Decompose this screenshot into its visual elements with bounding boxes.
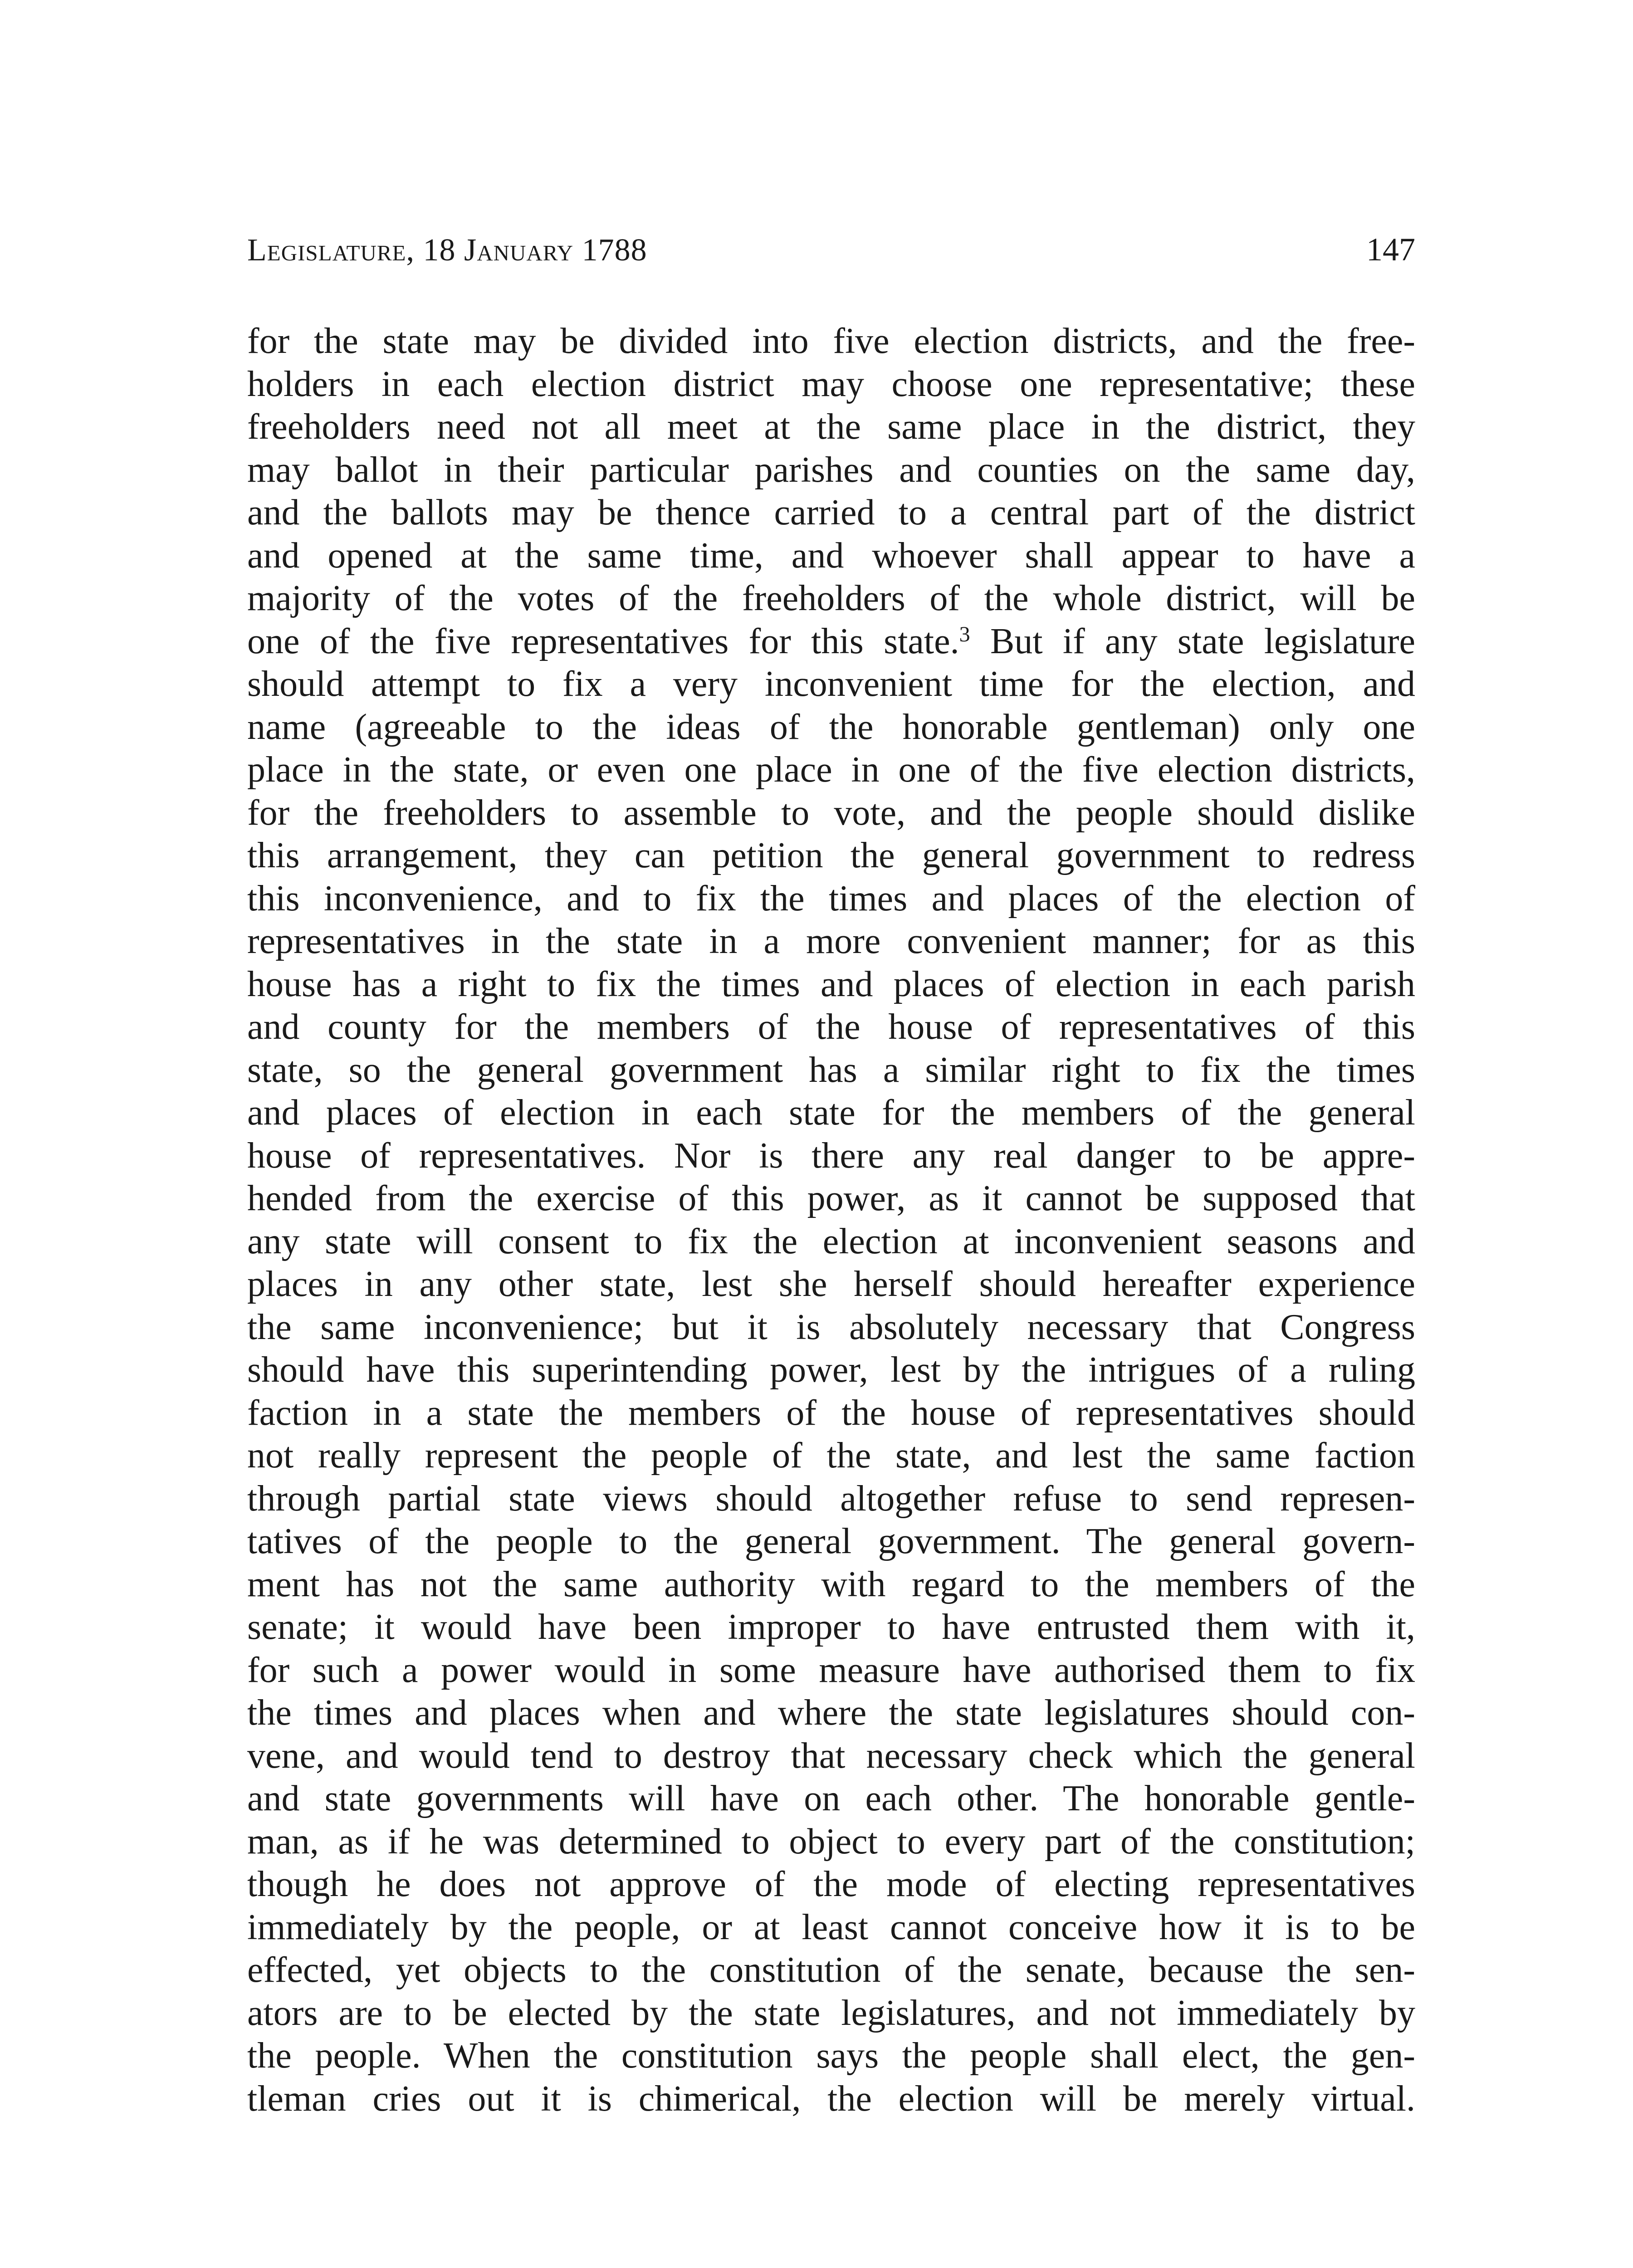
text-line: effected, yet objects to the constitution of the senate, because the sen- (247, 1950, 1415, 1990)
text-line: hended from the exercise of this power, as it cannot be supposed that (247, 1178, 1415, 1218)
text-line: man, as if he was determined to object to every part of the constitution; (247, 1821, 1415, 1862)
text-line: state, so the general government has a similar right to fix the times (247, 1050, 1415, 1090)
text-line: immediately by the people, or at least cannot conceive how it is to be (247, 1907, 1415, 1947)
text-line: though he does not approve of the mode of electing representatives (247, 1864, 1415, 1904)
text-line: vene, and would tend to destroy that necessary check which the general (247, 1735, 1415, 1776)
text-line: majority of the votes of the freeholders of the whole district, will be (247, 578, 1415, 618)
text-line: tleman cries out it is chimerical, the election will be merely virtual. (247, 2078, 1415, 2119)
running-title: Legislature, 18 January 1788 (247, 233, 647, 268)
text-line: and state governments will have on each other. The honorable gentle- (247, 1779, 1415, 1818)
text-line: for such a power would in some measure have authorised them to fix (247, 1650, 1415, 1690)
line-text-after-footnote: But if any state legislature (970, 621, 1415, 661)
text-line: senate; it would have been improper to have entrusted them with it, (247, 1607, 1415, 1647)
footnote-reference[interactable]: 3 (959, 622, 970, 646)
text-line: should have this superintending power, lest by the intrigues of a ruling (247, 1350, 1415, 1390)
text-line: may ballot in their particular parishes and counties on the same day, (247, 450, 1415, 490)
text-line: and opened at the same time, and whoever shall appear to have a (247, 535, 1415, 576)
text-line: this arrangement, they can petition the general government to redress (247, 836, 1415, 875)
line-text-before-footnote: one of the five representatives for this state. (247, 621, 959, 661)
text-line: tatives of the people to the general government. The general govern- (247, 1521, 1415, 1561)
text-line: not really represent the people of the state, and lest the same faction (247, 1436, 1415, 1476)
text-line: the times and places when and where the state legislatures should con- (247, 1693, 1415, 1733)
running-head (247, 227, 1415, 272)
text-line: any state will consent to fix the election at inconvenient seasons and (247, 1221, 1415, 1261)
text-line: places in any other state, lest she herself should hereafter experience (247, 1264, 1415, 1304)
text-line: house has a right to fix the times and places of election in each parish (247, 964, 1415, 1004)
text-line: this inconvenience, and to fix the times and places of the election of (247, 878, 1415, 919)
page-number: 147 (1366, 231, 1415, 268)
text-line: and county for the members of the house of representatives of this (247, 1007, 1415, 1047)
text-line: and places of election in each state for the members of the general (247, 1093, 1415, 1133)
text-line: representatives in the state in a more convenient manner; for as this (247, 921, 1415, 961)
text-line: the same inconvenience; but it is absolutely necessary that Congress (247, 1307, 1415, 1347)
text-line: ators are to be elected by the state legislatures, and not immediately by (247, 1993, 1415, 2033)
text-line: holders in each election district may choose one representative; these (247, 364, 1415, 404)
text-line: through partial state views should altogether refuse to send represen- (247, 1478, 1415, 1519)
text-line: for the state may be divided into five election districts, and the free- (247, 321, 1415, 361)
text-line: faction in a state the members of the house of representatives should (247, 1393, 1415, 1433)
text-line: name (agreeable to the ideas of the honorable gentleman) only one (247, 707, 1415, 747)
text-line: the people. When the constitution says the people shall elect, the gen- (247, 2036, 1415, 2076)
body-text (247, 320, 1415, 2120)
text-line: for the freeholders to assemble to vote, and the people should dislike (247, 792, 1415, 833)
text-line: freeholders need not all meet at the same place in the district, they (247, 407, 1415, 447)
text-line: house of representatives. Nor is there any real danger to be appre- (247, 1135, 1415, 1176)
text-line: place in the state, or even one place in one of the five election districts, (247, 750, 1415, 790)
text-line: and the ballots may be thence carried to a central part of the district (247, 493, 1415, 533)
text-line-with-footnote (247, 620, 1415, 663)
text-line: should attempt to fix a very inconvenient time for the election, and (247, 664, 1415, 704)
text-line: ment has not the same authority with regard to the members of the (247, 1564, 1415, 1604)
